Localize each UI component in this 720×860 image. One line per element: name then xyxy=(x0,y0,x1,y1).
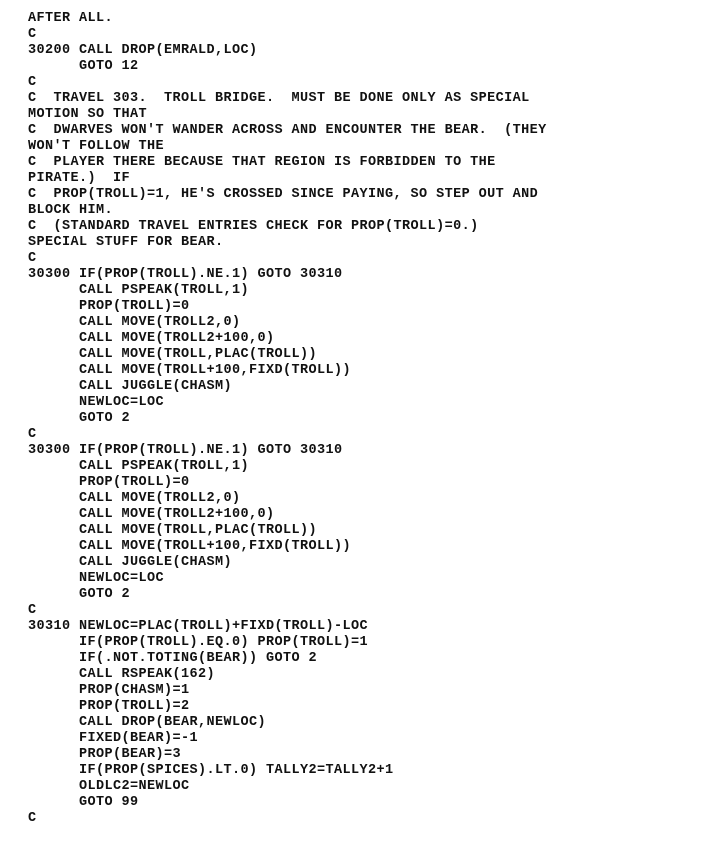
code-line: IF(PROP(SPICES).LT.0) TALLY2=TALLY2+1 xyxy=(28,763,394,778)
code-line: 30300 IF(PROP(TROLL).NE.1) GOTO 30310 xyxy=(28,267,343,282)
code-line: C xyxy=(28,75,37,90)
code-line: IF(PROP(TROLL).EQ.0) PROP(TROLL)=1 xyxy=(28,635,369,650)
code-line: OLDLC2=NEWLOC xyxy=(28,779,190,794)
code-line: PROP(TROLL)=2 xyxy=(28,699,190,714)
code-line: CALL JUGGLE(CHASM) xyxy=(28,379,233,394)
code-line: IF(.NOT.TOTING(BEAR)) GOTO 2 xyxy=(28,651,318,666)
code-line: C xyxy=(28,251,37,266)
code-line: 30200 CALL DROP(EMRALD,LOC) xyxy=(28,43,258,58)
code-line: C PLAYER THERE BECAUSE THAT REGION IS FORBIDDEN TO THE xyxy=(28,155,496,170)
code-line: AFTER ALL. xyxy=(28,11,114,26)
code-line: 30310 NEWLOC=PLAC(TROLL)+FIXD(TROLL)-LOC xyxy=(28,619,369,634)
code-line: C PROP(TROLL)=1, HE'S CROSSED SINCE PAYING, SO STEP OUT AND xyxy=(28,187,539,202)
code-line: 30300 IF(PROP(TROLL).NE.1) GOTO 30310 xyxy=(28,443,343,458)
code-line: WON'T FOLLOW THE xyxy=(28,139,165,154)
code-line: CALL RSPEAK(162) xyxy=(28,667,216,682)
code-line: CALL PSPEAK(TROLL,1) xyxy=(28,459,250,474)
code-line: NEWLOC=LOC xyxy=(28,571,165,586)
code-line: C xyxy=(28,427,37,442)
code-line: CALL MOVE(TROLL2+100,0) xyxy=(28,507,275,522)
code-listing xyxy=(28,11,708,827)
code-line: BLOCK HIM. xyxy=(28,203,114,218)
code-line: C xyxy=(28,27,37,42)
code-line: GOTO 99 xyxy=(28,795,139,810)
code-line: PROP(CHASM)=1 xyxy=(28,683,190,698)
code-line: MOTION SO THAT xyxy=(28,107,148,122)
code-line: FIXED(BEAR)=-1 xyxy=(28,731,199,746)
code-line: PIRATE.) IF xyxy=(28,171,131,186)
code-line: GOTO 12 xyxy=(28,59,139,74)
code-line: PROP(TROLL)=0 xyxy=(28,299,190,314)
code-line: GOTO 2 xyxy=(28,411,131,426)
code-line: PROP(BEAR)=3 xyxy=(28,747,182,762)
code-line: CALL PSPEAK(TROLL,1) xyxy=(28,283,250,298)
code-line: CALL JUGGLE(CHASM) xyxy=(28,555,233,570)
code-line: CALL MOVE(TROLL2+100,0) xyxy=(28,331,275,346)
code-line: CALL DROP(BEAR,NEWLOC) xyxy=(28,715,267,730)
code-line: C DWARVES WON'T WANDER ACROSS AND ENCOUNTER THE BEAR. (THEY xyxy=(28,123,547,138)
code-line: CALL MOVE(TROLL,PLAC(TROLL)) xyxy=(28,523,318,538)
code-line: CALL MOVE(TROLL2,0) xyxy=(28,491,241,506)
code-line: CALL MOVE(TROLL2,0) xyxy=(28,315,241,330)
code-line: CALL MOVE(TROLL,PLAC(TROLL)) xyxy=(28,347,318,362)
code-line: C TRAVEL 303. TROLL BRIDGE. MUST BE DONE ONLY AS SPECIAL xyxy=(28,91,530,106)
code-line: SPECIAL STUFF FOR BEAR. xyxy=(28,235,224,250)
code-line: C xyxy=(28,603,37,618)
code-line: GOTO 2 xyxy=(28,587,131,602)
code-line: PROP(TROLL)=0 xyxy=(28,475,190,490)
code-line: CALL MOVE(TROLL+100,FIXD(TROLL)) xyxy=(28,539,352,554)
code-line: C xyxy=(28,811,37,826)
code-line: C (STANDARD TRAVEL ENTRIES CHECK FOR PROP(TROLL)=0.) xyxy=(28,219,479,234)
code-line: CALL MOVE(TROLL+100,FIXD(TROLL)) xyxy=(28,363,352,378)
code-line: NEWLOC=LOC xyxy=(28,395,165,410)
